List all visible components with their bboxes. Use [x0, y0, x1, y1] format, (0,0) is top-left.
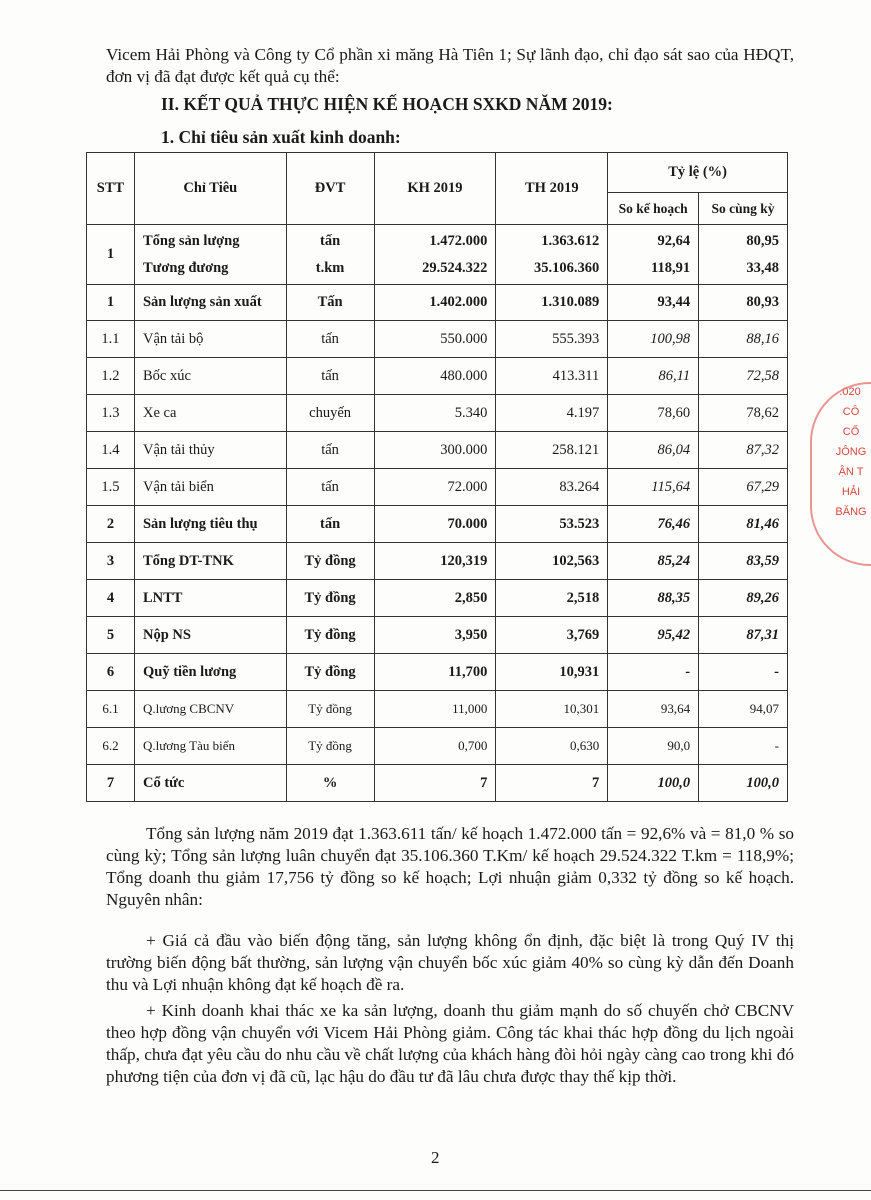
header-dvt: ĐVT — [286, 153, 374, 225]
cell-sokh: - — [608, 654, 699, 691]
cell-th-line1: 1.363.612 — [541, 232, 600, 249]
header-chitieu: Chỉ Tiêu — [134, 153, 286, 225]
cell-dvt: tấn — [286, 358, 374, 395]
cell-th: 413.311 — [496, 358, 608, 395]
cell-sock: 88,16 — [699, 321, 788, 358]
table-row — [87, 469, 788, 506]
header-kh: KH 2019 — [374, 153, 496, 225]
seal-border — [810, 382, 871, 566]
cell-sokh: 93,44 — [608, 285, 699, 321]
cell-dvt — [286, 225, 374, 285]
header-tyle: Tỷ lệ (%) — [608, 153, 788, 193]
cell-sock: 67,29 — [699, 469, 788, 506]
cell-name: Cổ tức — [134, 765, 286, 802]
production-table — [86, 152, 788, 802]
cell-dvt: tấn — [286, 469, 374, 506]
seal-text-line: CỔ — [842, 426, 860, 438]
reason-paragraph-1: + Giá cả đầu vào biến động tăng, sản lượng không ổn định, đặc biệt là trong Quý IV thị trường biến động bất thường, sản lượng vận chuyển bốc xúc giảm 40% so cùng kỳ dẫn đến Doanh thu và Lợi nhuận không đạt kế hoạch đề ra. — [106, 931, 794, 994]
reason-paragraph-2: + Kinh doanh khai thác xe ka sản lượng, doanh thu giảm mạnh do số chuyến chở CBCNV theo hợp đồng vận chuyển với Vicem Hải Phòng giảm. Công tác khai thác hợp đồng du lịch ngoài thấp, chưa đạt yêu cầu do nhu cầu về chất lượng của khách hàng đòi hỏi ngày càng cao trong khi đó phương tiện của đơn vị đã cũ, lạc hậu do đầu tư đã lâu chưa được thay thế kịp thời. — [106, 1001, 794, 1086]
page-number: 2 — [431, 1148, 440, 1167]
cell-th: 53.523 — [496, 506, 608, 543]
cell-th: 2,518 — [496, 580, 608, 617]
cell-dvt: Tỷ đồng — [286, 543, 374, 580]
cell-stt: 1.3 — [87, 395, 135, 432]
cell-stt: 7 — [87, 765, 135, 802]
cell-kh: 0,700 — [374, 728, 496, 765]
cell-kh: 480.000 — [374, 358, 496, 395]
cell-name — [134, 225, 286, 285]
cell-stt: 6.1 — [87, 691, 135, 728]
table-row — [87, 654, 788, 691]
cell-sokh: 100,0 — [608, 765, 699, 802]
cell-sokh-line1: 92,64 — [657, 232, 691, 249]
table-row — [87, 358, 788, 395]
table-row — [87, 432, 788, 469]
cell-sokh: 88,35 — [608, 580, 699, 617]
table-row — [87, 728, 788, 765]
cell-name: Sản lượng sản xuất — [134, 285, 286, 321]
intro-paragraph: Vicem Hải Phòng và Công ty Cổ phần xi măng Hà Tiên 1; Sự lãnh đạo, chỉ đạo sát sao của HĐQT, đơn vị đã đạt được kết quả cụ thể: — [106, 45, 794, 86]
cell-kh: 70.000 — [374, 506, 496, 543]
cell-kh: 3,950 — [374, 617, 496, 654]
cell-name: Vận tải thủy — [134, 432, 286, 469]
cell-sock: 83,59 — [699, 543, 788, 580]
table-row — [87, 395, 788, 432]
cell-dvt: Tỷ đồng — [286, 580, 374, 617]
table-row — [87, 580, 788, 617]
cell-th: 258.121 — [496, 432, 608, 469]
cell-kh: 120,319 — [374, 543, 496, 580]
cell-name: Q.lương Tàu biển — [134, 728, 286, 765]
cell-kh: 11,700 — [374, 654, 496, 691]
cell-stt: 1 — [87, 225, 135, 285]
header-so-cung-ky: So cùng kỳ — [699, 193, 788, 225]
cell-sock: 87,31 — [699, 617, 788, 654]
seal-text-line: .020 — [839, 386, 861, 398]
cell-dvt: Tỷ đồng — [286, 617, 374, 654]
cell-dvt: % — [286, 765, 374, 802]
cell-kh-line1: 1.472.000 — [429, 232, 488, 249]
header-so-ke-hoach: So kế hoạch — [608, 193, 699, 225]
cell-th: 10,301 — [496, 691, 608, 728]
cell-name: LNTT — [134, 580, 286, 617]
cell-dvt: tấn — [286, 432, 374, 469]
cell-dvt: chuyến — [286, 395, 374, 432]
cell-name: Nộp NS — [134, 617, 286, 654]
cell-sokh: 100,98 — [608, 321, 699, 358]
seal-text-line: CÔ — [842, 406, 860, 418]
seal-text-line: ẬN T — [838, 466, 864, 478]
cell-stt: 1 — [87, 285, 135, 321]
cell-sock: - — [699, 654, 788, 691]
cell-name: Tổng DT-TNK — [134, 543, 286, 580]
cell-sokh: 86,04 — [608, 432, 699, 469]
cell-dvt: tấn — [286, 321, 374, 358]
cell-name-line2: Tương đương — [142, 259, 229, 276]
cell-sokh: 85,24 — [608, 543, 699, 580]
seal-text-line: JÔNG — [835, 446, 867, 458]
table-row — [87, 543, 788, 580]
cell-kh: 2,850 — [374, 580, 496, 617]
cell-stt: 3 — [87, 543, 135, 580]
cell-stt: 1.4 — [87, 432, 135, 469]
header-th: TH 2019 — [496, 153, 608, 225]
cell-name: Xe ca — [134, 395, 286, 432]
cell-sock: 78,62 — [699, 395, 788, 432]
cell-stt: 4 — [87, 580, 135, 617]
cell-sock: 72,58 — [699, 358, 788, 395]
cell-th-line2: 35.106.360 — [533, 259, 600, 276]
cell-sokh — [608, 225, 699, 285]
cell-kh: 300.000 — [374, 432, 496, 469]
cell-sokh-line2: 118,91 — [651, 259, 691, 276]
cell-dvt-line2: t.km — [315, 259, 345, 276]
cell-sokh: 76,46 — [608, 506, 699, 543]
cell-kh: 5.340 — [374, 395, 496, 432]
summary-paragraph: Tổng sản lượng năm 2019 đạt 1.363.611 tấn/ kế hoạch 1.472.000 tấn = 92,6% và = 81,0 % so cùng kỳ; Tổng sản lượng luân chuyển đạt 35.106.360 T.Km/ kế hoạch 29.524.322 T.km = 118,9%; Tổng doanh thu giảm 17,756 tỷ đồng so kế hoạch; Lợi nhuận giảm 0,332 tỷ đồng so kế hoạch. Nguyên nhân: — [106, 824, 794, 909]
cell-th: 3,769 — [496, 617, 608, 654]
cell-name: Vận tải bộ — [134, 321, 286, 358]
cell-stt: 1.1 — [87, 321, 135, 358]
cell-stt: 1.2 — [87, 358, 135, 395]
cell-th: 10,931 — [496, 654, 608, 691]
cell-th: 1.310.089 — [496, 285, 608, 321]
cell-kh: 11,000 — [374, 691, 496, 728]
cell-dvt: Tấn — [286, 285, 374, 321]
cell-sock: 87,32 — [699, 432, 788, 469]
table-row — [87, 765, 788, 802]
cell-th: 102,563 — [496, 543, 608, 580]
company-seal — [810, 382, 871, 562]
cell-name: Q.lương CBCNV — [134, 691, 286, 728]
cell-kh-line2: 29.524.322 — [422, 259, 488, 276]
cell-name: Sản lượng tiêu thụ — [134, 506, 286, 543]
subsection-title: 1. Chỉ tiêu sản xuất kinh doanh: — [161, 127, 401, 147]
cell-th: 4.197 — [496, 395, 608, 432]
cell-kh: 72.000 — [374, 469, 496, 506]
cell-th: 555.393 — [496, 321, 608, 358]
table-row — [87, 321, 788, 358]
cell-sock: 89,26 — [699, 580, 788, 617]
cell-kh: 1.402.000 — [374, 285, 496, 321]
cell-name-line1: Tổng sản lượng — [142, 232, 240, 249]
table-row — [87, 225, 788, 285]
cell-sock: - — [699, 728, 788, 765]
table-row — [87, 285, 788, 321]
cell-dvt: Tỷ đồng — [286, 654, 374, 691]
cell-sokh: 86,11 — [608, 358, 699, 395]
cell-dvt: tấn — [286, 506, 374, 543]
cell-kh — [374, 225, 496, 285]
scan-edge-line — [0, 1190, 871, 1191]
table-row — [87, 691, 788, 728]
cell-sock — [699, 225, 788, 285]
cell-name: Quỹ tiền lương — [134, 654, 286, 691]
cell-name: Bốc xúc — [134, 358, 286, 395]
seal-text-line: BĂNG — [835, 506, 867, 518]
table-row — [87, 617, 788, 654]
cell-stt: 6 — [87, 654, 135, 691]
seal-text-line: HẢI — [841, 486, 861, 498]
cell-sock-line1: 80,95 — [746, 232, 779, 249]
cell-th: 0,630 — [496, 728, 608, 765]
cell-th: 83.264 — [496, 469, 608, 506]
cell-sokh: 115,64 — [608, 469, 699, 506]
cell-stt: 6.2 — [87, 728, 135, 765]
cell-sock: 81,46 — [699, 506, 788, 543]
table-row — [87, 506, 788, 543]
section-title: II. KẾT QUẢ THỰC HIỆN KẾ HOẠCH SXKD NĂM 2019: — [161, 94, 613, 114]
cell-name: Vận tải biển — [134, 469, 286, 506]
cell-kh: 7 — [374, 765, 496, 802]
cell-th — [496, 225, 608, 285]
cell-stt: 2 — [87, 506, 135, 543]
cell-sock: 94,07 — [699, 691, 788, 728]
cell-dvt: Tỷ đồng — [286, 691, 374, 728]
cell-kh: 550.000 — [374, 321, 496, 358]
cell-stt: 5 — [87, 617, 135, 654]
cell-dvt: Tỷ đồng — [286, 728, 374, 765]
cell-sokh: 78,60 — [608, 395, 699, 432]
cell-sock: 100,0 — [699, 765, 788, 802]
cell-sokh: 95,42 — [608, 617, 699, 654]
cell-sock: 80,93 — [699, 285, 788, 321]
header-stt: STT — [87, 153, 135, 225]
cell-sock-line2: 33,48 — [746, 259, 779, 276]
cell-dvt-line1: tấn — [320, 232, 341, 249]
cell-stt: 1.5 — [87, 469, 135, 506]
cell-sokh: 93,64 — [608, 691, 699, 728]
cell-sokh: 90,0 — [608, 728, 699, 765]
cell-th: 7 — [496, 765, 608, 802]
